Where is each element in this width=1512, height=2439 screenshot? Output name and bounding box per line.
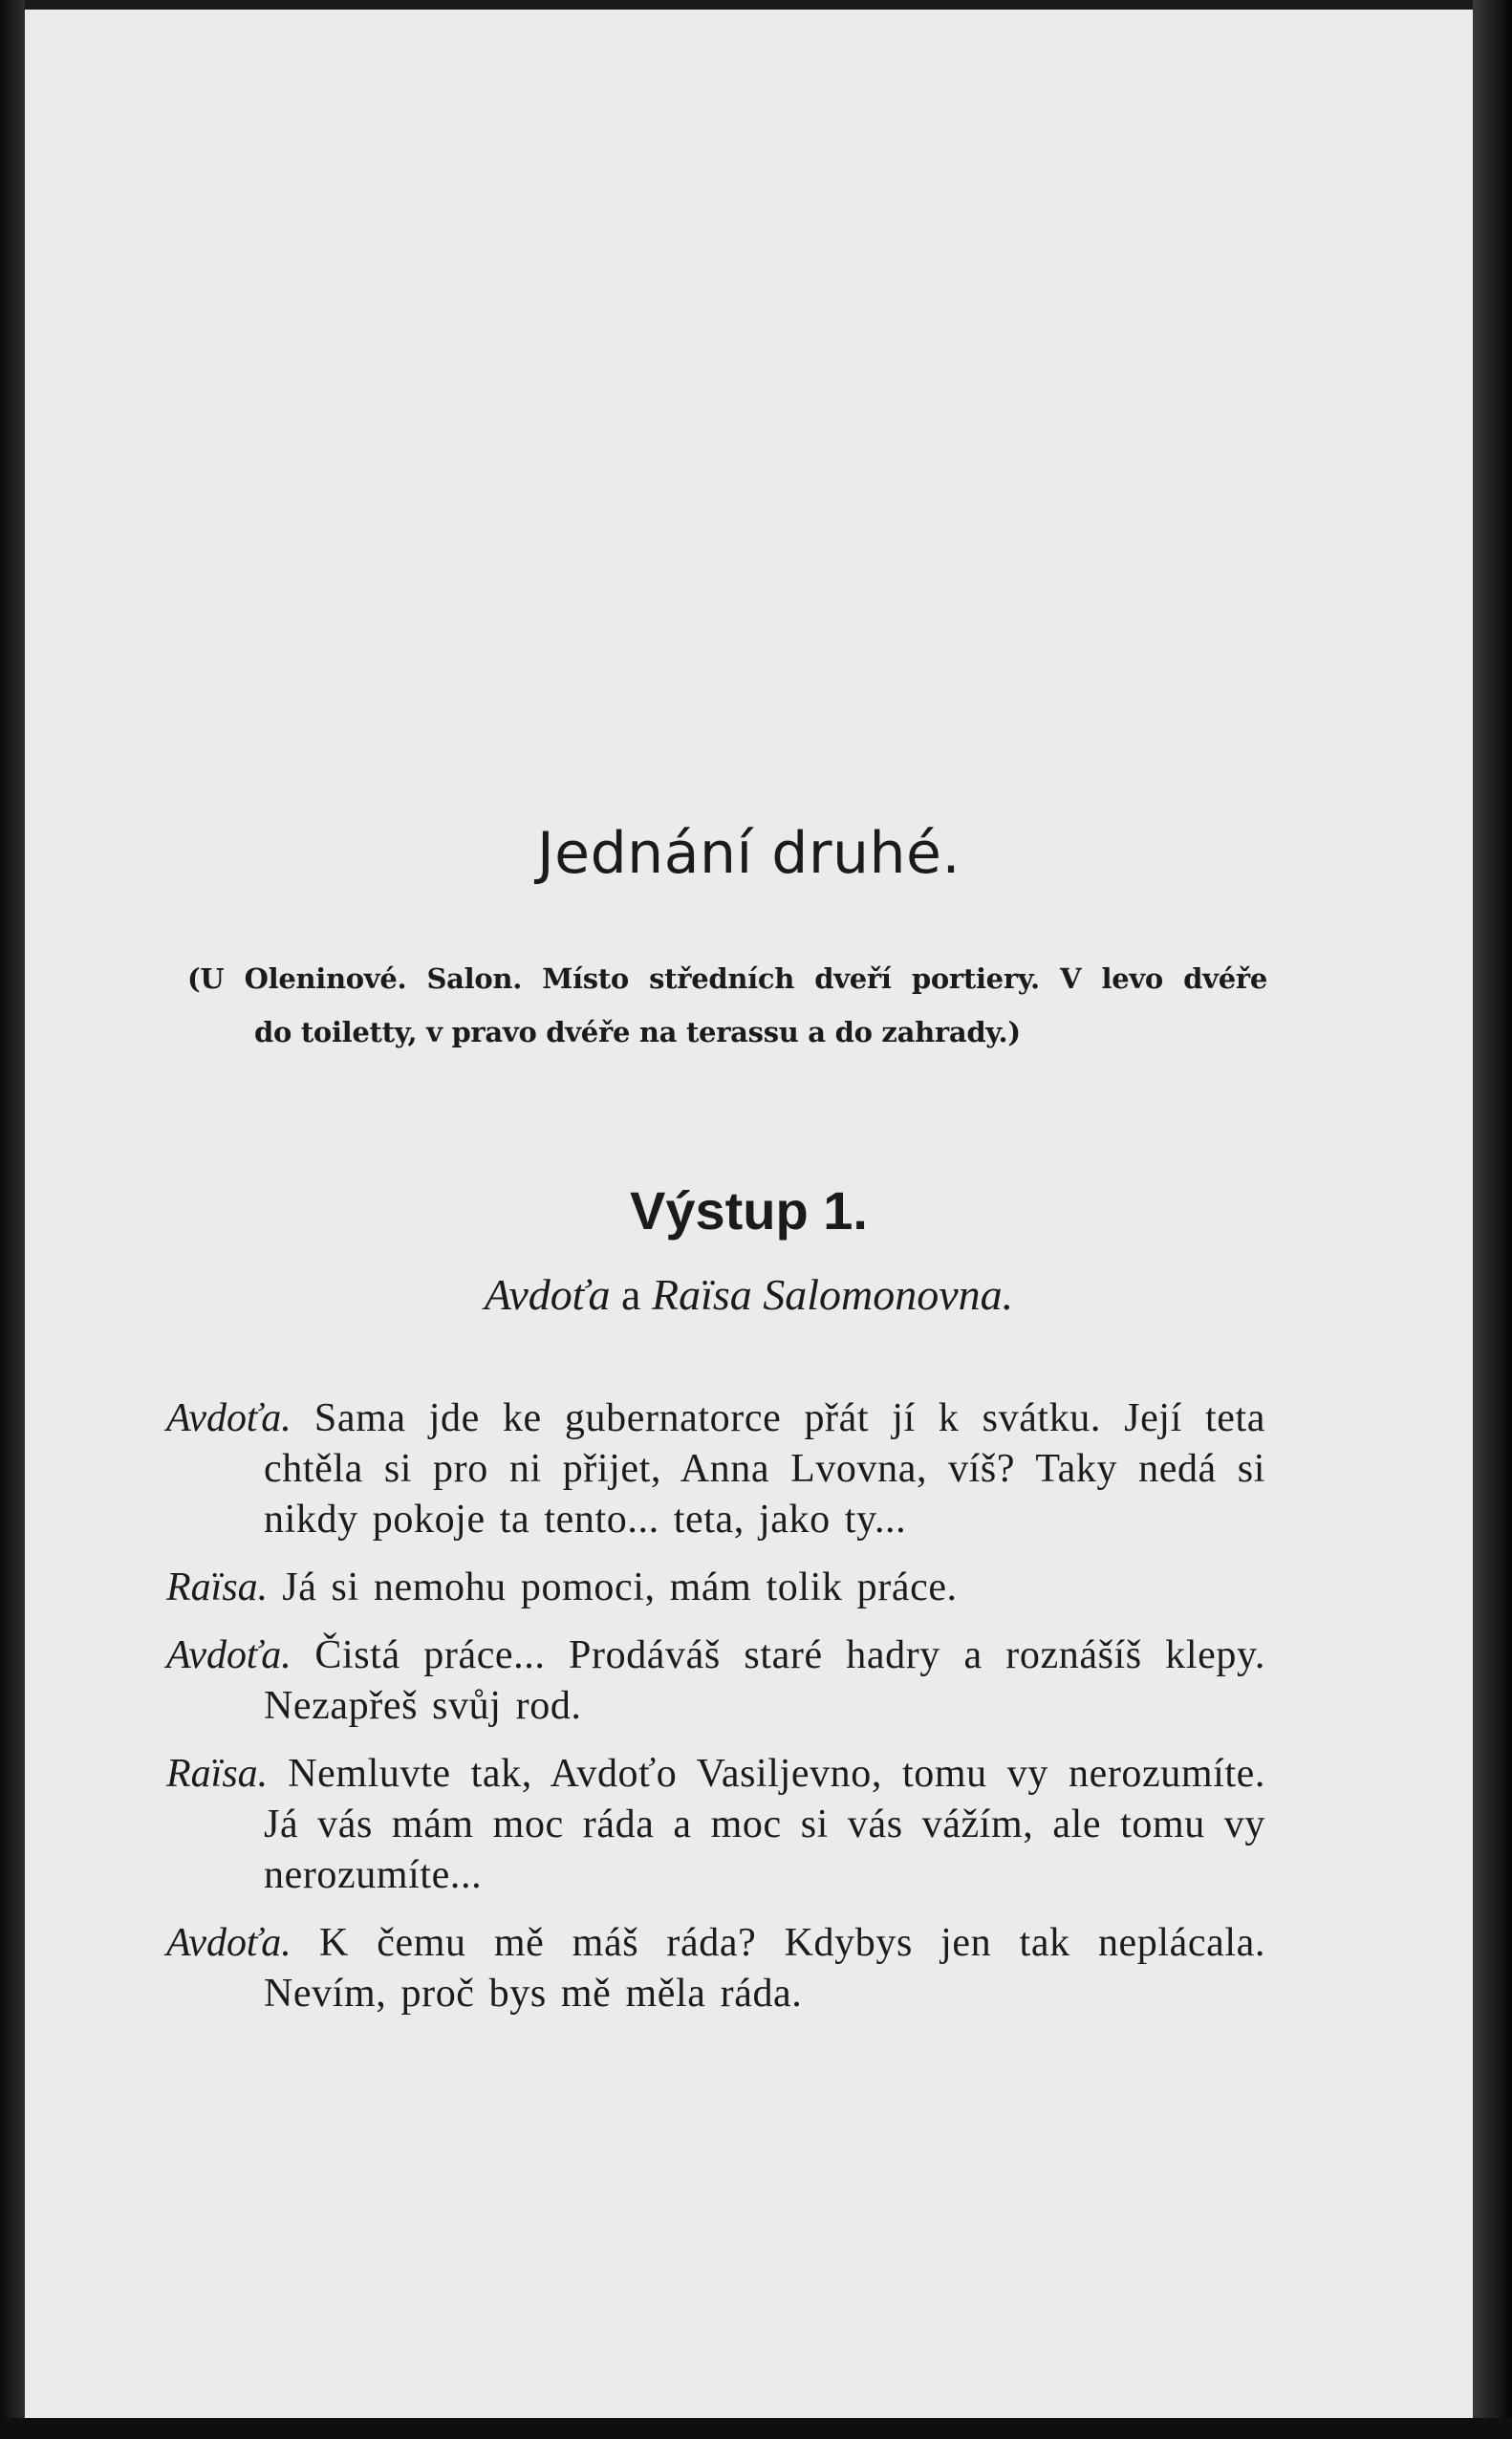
scene-characters xyxy=(25,1269,1473,1320)
stage-direction-line-2: do toiletty, v pravo dvéře na terassu a do zahrady.) xyxy=(254,1016,1021,1048)
speech-text: K čemu mě máš ráda? Kdybys jen tak neplácala. Nevím, proč bys mě měla ráda. xyxy=(264,1921,1265,2016)
stage-direction xyxy=(187,952,1267,1059)
book-page xyxy=(25,10,1473,2418)
speech-text: Nemluvte tak, Avdoťo Vasiljevno, tomu vy nerozumíte. Já vás mám moc ráda a moc si vás vážím, ale tomu vy nerozumíte... xyxy=(264,1752,1265,1897)
page-left-edge xyxy=(0,0,25,2439)
speech-text: Já si nemohu pomoci, mám tolik práce. xyxy=(268,1565,958,1609)
speech xyxy=(166,1563,1265,1613)
speaker-name: Avdoťa. xyxy=(166,1396,292,1440)
character-raisa: Raïsa Salomonovna. xyxy=(651,1270,1014,1319)
character-avdota: Avdoťa xyxy=(484,1270,611,1319)
page-bottom-edge xyxy=(0,2418,1512,2439)
speech xyxy=(166,1393,1265,1545)
speaker-name: Avdoťa. xyxy=(166,1633,292,1677)
scene-title: Výstup 1. xyxy=(630,1180,868,1241)
speech xyxy=(166,1630,1265,1732)
page-right-edge xyxy=(1473,0,1512,2439)
stage-direction-line-1: (U Oleninové. Salon. Místo středních dveří portiery. V levo dvéře xyxy=(187,962,1267,995)
act-title: Jednání druhé. xyxy=(536,820,961,887)
speech-text: Čistá práce... Prodáváš staré hadry a roznášíš klepy. Nezapřeš svůj rod. xyxy=(264,1633,1265,1728)
speech xyxy=(166,1749,1265,1901)
speech-text: Sama jde ke gubernatorce přát jí k svátku. Její teta chtěla si pro ni přijet, Anna Lvovna, víš? Taky nedá si nikdy pokoje ta tento... teta, jako ty... xyxy=(264,1396,1265,1542)
speaker-name: Raïsa. xyxy=(166,1752,269,1796)
dialogue xyxy=(166,1393,1265,2037)
speaker-name: Avdoťa. xyxy=(166,1921,292,1965)
speech xyxy=(166,1918,1265,2019)
speaker-name: Raïsa. xyxy=(166,1565,269,1609)
character-connector: a xyxy=(610,1270,652,1319)
